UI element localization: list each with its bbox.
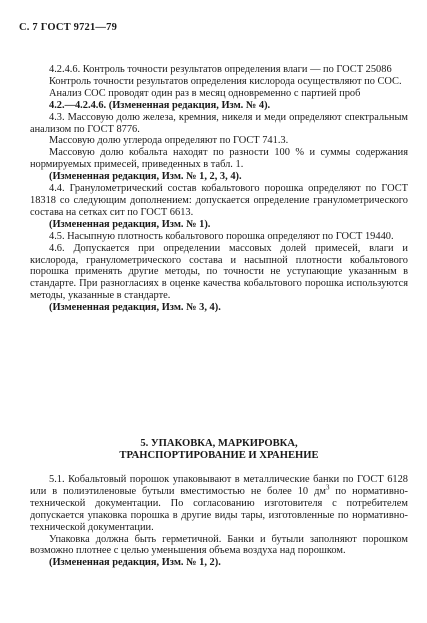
section-5-title xyxy=(30,438,408,463)
amendment-note-4-3: (Измененная редакция, Изм. № 1, 2, 3, 4). xyxy=(49,171,242,183)
paragraph-carbon: Массовую долю углерода определяют по ГОСТ 741.3. xyxy=(49,135,289,147)
paragraph-oxygen-control: Контроль точности результатов определения кислорода осуществляют по СОС. xyxy=(49,75,402,87)
paragraph-5-1 xyxy=(30,474,408,534)
section-5-text xyxy=(30,474,408,569)
paragraph-5-1-part-b: по нормативно-технической документации. По согласованию изготовителя с потребителем допускается упаковка порошка в другие виды тары, изготовленные по нормативно-технической документации. xyxy=(30,485,408,533)
amendment-note-4-6: (Измененная редакция, Изм. № 3, 4). xyxy=(49,302,221,314)
amendment-note-5: (Измененная редакция, Изм. № 1, 2). xyxy=(49,557,221,569)
page-header: С. 7 ГОСТ 9721—79 xyxy=(19,22,118,33)
section-4-text xyxy=(30,64,408,314)
section-title-line-2: ТРАНСПОРТИРОВАНИЕ И ХРАНЕНИЕ xyxy=(119,450,319,462)
paragraph-4-4: 4.4. Гранулометрический состав кобальтового порошка определяют по ГОСТ 18318 со следующим дополнением: допускается определение гранулометрического состава на сетках сит по ГОСТ 6613. xyxy=(30,183,408,218)
cubic-superscript: 3 xyxy=(325,483,330,492)
paragraph-4-2-4-6: 4.2.4.6. Контроль точности результатов определения влаги — по ГОСТ 25086 xyxy=(49,64,392,75)
paragraph-4-3: 4.3. Массовую долю железа, кремния, никеля и меди определяют спектральным анализом по ГОСТ 8776. xyxy=(30,111,408,135)
paragraph-cobalt: Массовую долю кобальта находят по разности 100 % и суммы содержания нормируемых примесей, приведенных в табл. 1. xyxy=(30,147,408,171)
paragraph-5-1-part-a: 5.1. Кобальтовый порошок упаковывают в металлические банки по ГОСТ 6128 или в полиэтиленовые бутыли вместимостью не более 10 дм xyxy=(30,474,408,497)
paragraph-4-6: 4.6. Допускается при определении массовых долей примесей, влаги и кислорода, гранулометрического состава и насыпной плотности кобальтового порошка применять другие методы, по точности не уступающие указанным в стандарте. При разногласиях в оценке качества кобальтового порошка используются методы, указанные в стандарте. xyxy=(30,242,408,302)
amendment-note-4-2: 4.2.—4.2.4.6. (Измененная редакция, Изм. № 4). xyxy=(49,99,271,111)
paragraph-packaging: Упаковка должна быть герметичной. Банки и бутыли заполняют порошком возможно плотнее с целью уменьшения объема воздуха над порошком. xyxy=(30,533,408,557)
section-title-line-1: 5. УПАКОВКА, МАРКИРОВКА, xyxy=(140,438,298,449)
amendment-note-4-4: (Измененная редакция, Изм. № 1). xyxy=(49,218,211,230)
paragraph-4-5: 4.5. Насыпную плотность кобальтового порошка определяют по ГОСТ 19440. xyxy=(49,230,394,242)
paragraph-cos-analysis: Анализ СОС проводят один раз в месяц одновременно с партией проб xyxy=(49,87,361,99)
